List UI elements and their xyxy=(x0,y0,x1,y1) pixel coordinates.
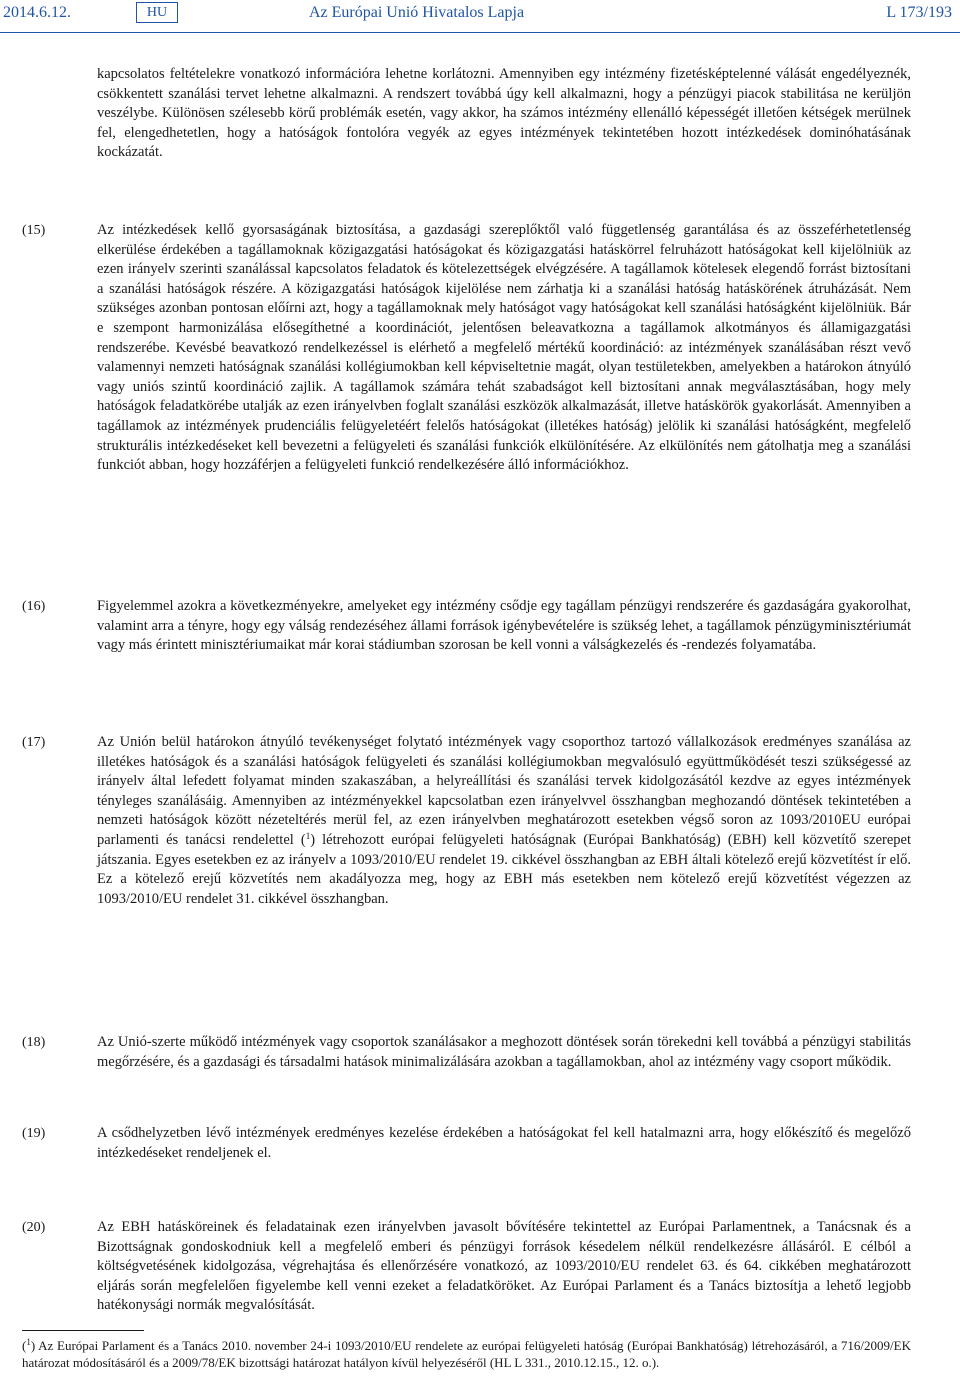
page-header xyxy=(0,0,960,32)
footnote-divider xyxy=(22,1330,144,1331)
footnote-mark: 1 xyxy=(26,1337,31,1347)
recital-text: Az EBH hatásköreinek és feladatainak ezen irányelvben javasolt bővítésére tekintettel az Európai Parlamentnek, a Tanácsnak és a Bizottságnak gondoskodniuk kell a megfelelő emberi és pénzügyi források késedelem nélkül rendelkezésre állásáról. E célból a költségvetésének kidolgozása, végrehajtása és ellenőrzésére vonatkozó, az 1093/2010/EU rendelet 63. és 64. cikkében meghatározott eljárás során megfelelően figyelembe kell venni ezeket a feladatköröket. Az Európai Parlament és a Tanács biztosítja a lehető legjobb hatékonysági normák megvalósítását. xyxy=(97,1219,911,1314)
recital-number: (18) xyxy=(22,1035,46,1050)
footnote-text: Az Európai Parlament és a Tanács 2010. november 24-i 1093/2010/EU rendelete az európai felügyeleti hatóság (Európai Bankhatóság) létrehozásáról, a 716/2009/EK határozat módosításáról és a 2009/78/EK bizottsági határozat hatályon kívül helyezéséről (HL L 331., 2010.12.15., 12. o.). xyxy=(22,1338,911,1370)
recital-number: (15) xyxy=(22,223,46,238)
recital-number: (19) xyxy=(22,1126,46,1141)
publication-date: 2014.6.12. xyxy=(3,4,71,21)
recital-number: (17) xyxy=(22,735,46,750)
page-number: L 173/193 xyxy=(886,4,952,21)
header-divider xyxy=(0,32,960,33)
recital-text: Figyelemmel azokra a következményekre, amelyeket egy intézmény csődje egy tagállam pénzügyi rendszerére és gazdaságára gyakorolhat, valamint arra a tényre, hogy egy válság rendezéséhez állami források igénybevételére is szükség lehet, a tagállamok pénzügyminisztériumát vagy más érintett minisztériumaikat már korai stádiumban szorosan be kell vonni a válságkezelés és -rendezés folyamatába. xyxy=(97,598,911,654)
recital-text: A csődhelyzetben lévő intézmények eredményes kezelése érdekében a hatóságokat fel kell hatalmazni arra, hogy előkészítő és megelőző intézkedéseket rendeljenek el. xyxy=(97,1125,911,1161)
recital-text-part: Az Unión belül határokon átnyúló tevékenységet folytató intézmények vagy csoporthoz tartozó vállalkozások eredményes szanálása az illetékes hatóságok és a szanálási hatóságok felügyeleti és szanálási kollégiumokban megvalósuló együttműködését teszi szükségessé az irányelv által lefedett folyamat minden szakaszában, a helyreállítási és szanálási tervek kidolgozásától kezdve az egyes intézmények tényleges szanálásáig. Amennyiben az intézményekkel kapcsolatban ezen irányelvvel összhangban meghozandó döntések tekintetében a nemzeti hatóságok között nézeteltérés merül fel, az ezen irányelvben meghatározott esetekben végső soron az 1093/2010EU európai parlamenti és tanácsi rendelettel ( xyxy=(97,734,911,848)
footnote-reference[interactable]: 1 xyxy=(305,830,311,841)
journal-title: Az Európai Unió Hivatalos Lapja xyxy=(309,4,525,21)
recital-number: (16) xyxy=(22,599,46,614)
recital-text: Az Unió-szerte működő intézmények vagy csoportok szanálásakor a meghozott döntések során törekedni kell továbbá a pénzügyi stabilitás megőrzésére, és a gazdasági és társadalmi hatások minimalizálására azokban a tagállamokban, ahol az intézmény vagy csoport működik. xyxy=(97,1034,911,1070)
recital-text xyxy=(97,733,911,909)
footnote: ($^1$) Az Európai Parlament és a Tanács 2010. november 24-i 1093/2010/EU rendelete az európai felügyeleti hatóság (Európai Bankhatóság) létrehozásáról, a 716/2009/EK határozat módosításáról és a 2009/78/EK bizottsági határozat hatályon kívül helyezéséről (HL L 331., 2010.12.15., 12. o.). xyxy=(22,1337,911,1370)
language-badge: HU xyxy=(136,2,178,23)
recital-number: (20) xyxy=(22,1220,46,1235)
recital-text-part: ) létrehozott európai felügyeleti hatóságnak (Európai Bankhatóság) (EBH) kell közvetítő szerepet játszania. Egyes esetekben ez az irányelv a 1093/2010/EU rendelet 19. cikkével összhangban az EBH általi kötelező erejű közvetítést ír elő. Ez a kötelező erejű közvetítés nem akadályozza meg, hogy az EBH más esetekben nem kötelező erejű közvetítést végezzen az 1093/2010/EU rendelet 31. cikkével összhangban. xyxy=(97,831,911,907)
continued-paragraph: kapcsolatos feltételekre vonatkozó információra lehetne korlátozni. Amennyiben egy intézmény fizetésképtelenné válását engedélyeznék, csökkentett szanálási tervet lehetne alkalmazni. A rendszert továbbá úgy kell alkalmazni, hogy a pénzügyi piacok stabilitása ne kerüljön veszélybe. Különösen szélesebb körű problémák esetén, vagy akkor, ha számos intézmény ellenálló képességét illetően kétségek merülnek fel, elengedhetetlen, hogy a hatóságok fontolóra vegyék az egyes intézmények tekintetében hozott intézkedések dominóhatásának kockázatát. xyxy=(97,66,911,161)
recital-text: Az intézkedések kellő gyorsaságának biztosítása, a gazdasági szereplőktől való függetlenség garantálása és az összeférhetetlenség elkerülése érdekében a tagállamoknak közigazgatási hatóságokat és közigazgatási hatáskörrel felruházott hatóságokat kell kijelölniük az ezen irányelv szerinti szanálással kapcsolatos feladatok és kötelezettségek elvégzésére. A tagállamok kötelesek elegendő forrást biztosítani a szanálási hatóságok részére. A közigazgatási hatóságok kijelölése nem zárhatja ki a szanálási hatóság hatáskörének átruházását. Nem szükséges azonban pontosan előírni azt, hogy a tagállamoknak mely hatóságot vagy hatóságokat kell szanálási hatóságként kijelölniük. Bár e szempont harmonizálása elősegíthetné a koordinációt, jelentősen beleavatkozna a tagállamok alkotmányos és államigazgatási rendszerébe. Kevésbé beavatkozó rendelkezéssel is elérhető a megfelelő mértékű koordináció: az intézmények szanálásában részt vevő valamennyi nemzeti hatóságnak szanálási kollégiumokban kell képviseltetnie magát, olyan testületekben, amelyekben a határokon átnyúló vagy uniós szintű koordináció zajlik. A tagállamok számára tehát szabadságot kell biztosítani annak megválasztásában, hogy mely hatóságok feladatkörébe utalják az ezen irányelvben foglalt szanálási eszközök alkalmazását, illetve hatáskörök gyakorlását. Amennyiben a tagállamok az intézmények prudenciális felügyeletéért felelős hatóságokat (illetékes hatóság) jelölik ki szanálási hatóságként, megfelelő strukturális intézkedéseket kell bevezetni a felügyeleti és szanálási funkciók elkülönítésére. Az elkülönítés nem gátolhatja meg a szanálási funkciót abban, hogy hozzáférjen a felügyeleti funkció rendelkezésére álló információkhoz. xyxy=(97,222,911,474)
